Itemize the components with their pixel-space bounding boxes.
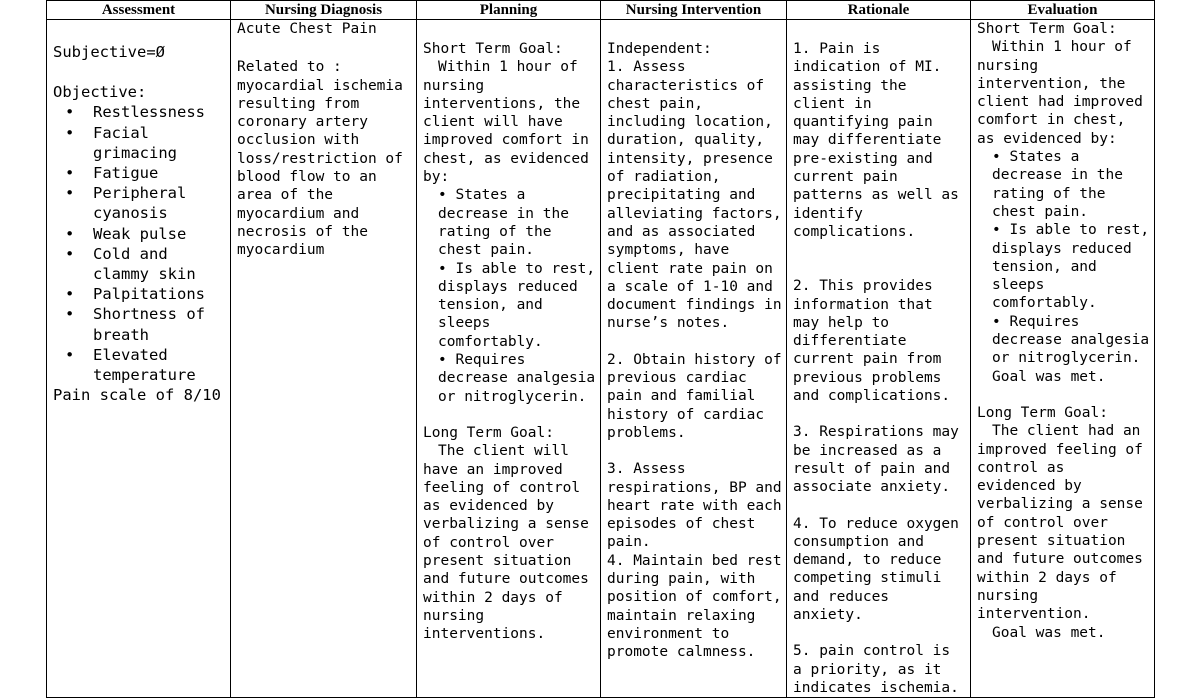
planning-cell <box>417 20 601 698</box>
header-row <box>47 1 1155 20</box>
nursing-care-plan-table <box>46 0 1155 698</box>
content-row <box>47 20 1155 698</box>
evaluation-cell <box>971 20 1155 698</box>
objective-list <box>53 102 226 385</box>
assessment-cell <box>47 20 231 698</box>
objective-item: • Peripheral cyanosis <box>53 183 226 223</box>
evaluation-short-text: Within 1 hour of nursing intervention, the client had improved comfort in chest, as evidenced by: <box>977 39 1143 147</box>
planning-short-item: • Requires decrease analgesia or nitroglycerin. <box>438 352 596 405</box>
related-to-label: Related to : <box>237 59 342 76</box>
diagnosis-title: Acute Chest Pain <box>237 21 377 37</box>
planning-short-label: Short Term Goal: <box>423 41 563 57</box>
rationale-item: 2. This provides information that may help to differentiate current pain from previous problems and complications. <box>793 278 951 405</box>
intervention-item: 2. Obtain history of previous cardiac pain and familial history of cardiac problems. <box>607 351 782 441</box>
evaluation-long-text: The client had an improved feeling of control as evidenced by verbalizing a sense of control over present situation and future outcomes within 2 days of nursing intervention. <box>977 423 1143 623</box>
rationale-item: 1. Pain is indication of MI. assisting the client in quantifying pain may differentiate pre-existing and current pain patterns as well as identify complications. <box>793 41 959 240</box>
subjective-text: Subjective=Ø <box>53 43 165 61</box>
objective-item: • Shortness of breath <box>53 304 226 344</box>
intervention-item: 1. Assess characteristics of chest pain, including location, duration, quality, intensity, presence of radiation, precipitating and alleviating factors, and as associated symptoms, have client rate pain on a scale of 1-10 and document findings in nurse’s notes. <box>607 59 782 332</box>
planning-long-label: Long Term Goal: <box>423 424 554 441</box>
header-intervention: Nursing Intervention <box>601 1 787 20</box>
evaluation-long-label: Long Term Goal: <box>977 404 1108 421</box>
intervention-item: 3. Assess respirations, BP and heart rate with each episodes of chest pain. <box>607 461 782 551</box>
planning-short-item: • States a decrease in the rating of the chest pain. <box>438 187 569 259</box>
rationale-item: 4. To reduce oxygen consumption and demand, to reduce competing stimuli and reduces anxiety. <box>793 515 959 624</box>
header-assessment: Assessment <box>47 1 231 20</box>
objective-item: • Palpitations <box>53 284 226 304</box>
evaluation-short-item: • Requires decrease analgesia or nitroglycerin. <box>992 313 1150 367</box>
evaluation-short-item: • Is able to rest, displays reduced tension, and sleeps comfortably. <box>992 222 1150 312</box>
evaluation-short-result: Goal was met. <box>992 368 1106 385</box>
objective-item: • Restlessness <box>53 102 226 122</box>
objective-item: • Fatigue <box>53 163 226 183</box>
related-to-text: myocardial ischemia resulting from coronary artery occlusion with loss/restriction of blood flow to an area of the myocardium and necrosis of the myocardium <box>237 77 403 259</box>
rationale-item: 3. Respirations may be increased as a result of pain and associate anxiety. <box>793 424 959 496</box>
planning-short-item: • Is able to rest, displays reduced tension, and sleeps comfortably. <box>438 260 596 350</box>
evaluation-short-item: • States a decrease in the rating of the chest pain. <box>992 149 1123 220</box>
planning-short-text: Within 1 hour of nursing interventions, the client will have improved comfort in chest, as evidenced by: <box>423 59 589 186</box>
intervention-item: 4. Maintain bed rest during pain, with position of comfort, maintain relaxing environment to promote calmness. <box>607 552 782 661</box>
planning-long-text: The client will have an improved feeling of control as evidenced by verbalizing a sense of control over present situation and future outcomes within 2 days of nursing interventions. <box>423 443 589 643</box>
objective-item: • Cold and clammy skin <box>53 244 226 284</box>
objective-item: • Elevated temperature <box>53 345 226 385</box>
header-rationale: Rationale <box>787 1 971 20</box>
rationale-cell <box>787 20 971 698</box>
evaluation-long-result: Goal was met. <box>992 624 1106 641</box>
pain-scale-text: Pain scale of 8/10 <box>53 386 221 405</box>
header-evaluation: Evaluation <box>971 1 1155 20</box>
header-planning: Planning <box>417 1 601 20</box>
intervention-cell <box>601 20 787 698</box>
objective-label: Objective: <box>53 83 147 102</box>
rationale-item: 5. pain control is a priority, as it indicates ischemia. <box>793 643 959 696</box>
diagnosis-cell <box>231 20 417 698</box>
evaluation-short-label: Short Term Goal: <box>977 21 1117 37</box>
objective-item: • Weak pulse <box>53 224 226 244</box>
header-diagnosis: Nursing Diagnosis <box>231 1 417 20</box>
intervention-label: Independent: <box>607 41 712 57</box>
objective-item: • Facial grimacing <box>53 123 226 163</box>
